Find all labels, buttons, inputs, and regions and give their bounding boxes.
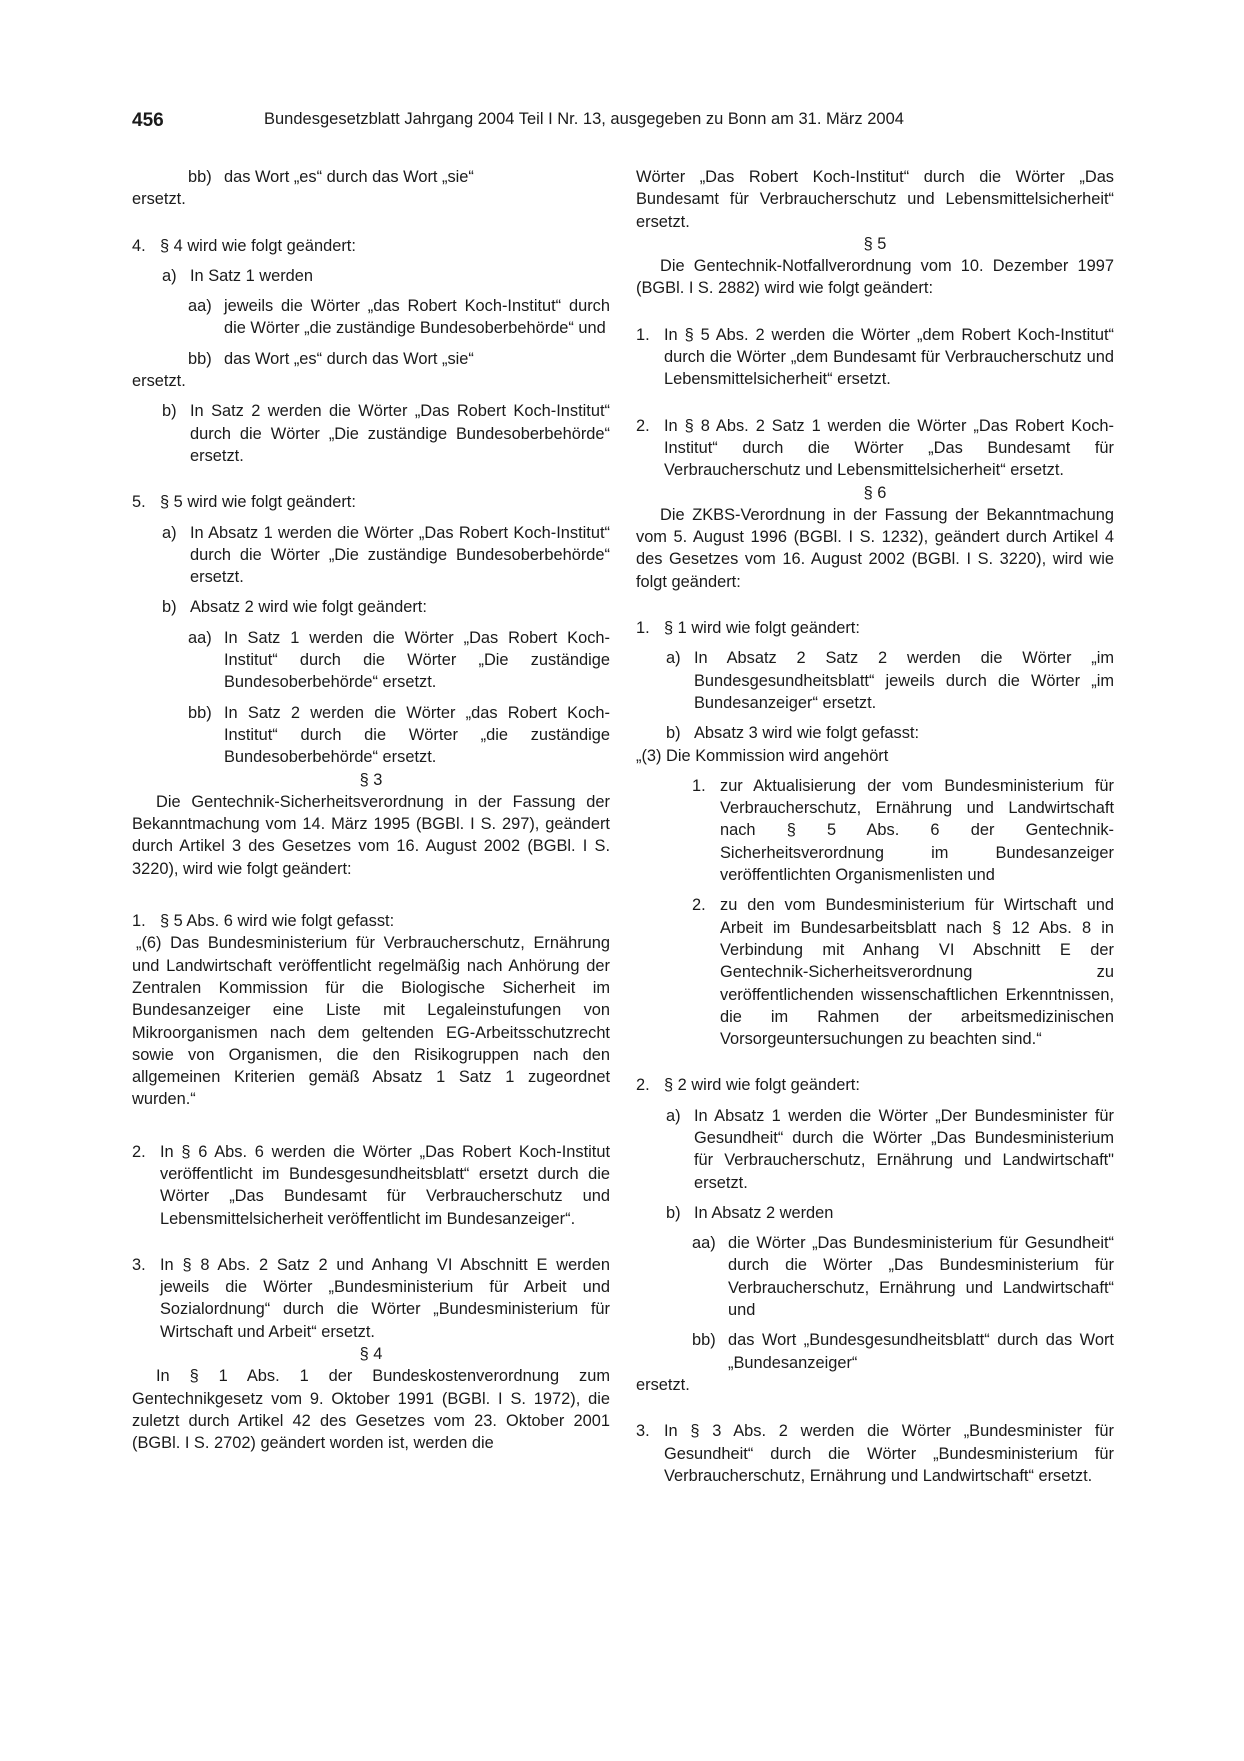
item-text: In Absatz 1 werden die Wörter „Der Bundesminister für Gesundheit“ durch die Wörter „Das Bundesministerium für Verbraucherschutz, Ernährung und Landwirtschaft" ersetzt. [694, 1106, 1114, 1192]
item-text: In § 3 Abs. 2 werden die Wörter „Bundesminister für Gesundheit“ durch die Wörter „Bundesministerium für Verbraucherschutz, Ernährung und Landwirtschaft“ ersetzt. [664, 1422, 1114, 1485]
quoted-text: „(6) Das Bundesministerium für Verbraucherschutz, Ernährung und Landwirtschaft veröffentlicht regelmäßig nach Anhörung der Zentralen Kommission für die Biologische Sicherheit im Bundesanzeiger eine Liste mit Legaleinstufungen von Mikroorganismen nach dem geltenden EG-Arbeitsschutzrecht sowie von Organismen, die den Risikogruppen nach den allgemeinen Kriterien gemäß Absatz 1 Satz 1 zugeordnet wurden.“ [132, 934, 610, 1109]
item-label: 2. [636, 416, 650, 435]
item-text: In § 6 Abs. 6 werden die Wörter „Das Robert Koch-Institut veröffentlicht im Bundesgesundheitsblatt“ ersetzt durch die Wörter „Das Bundesamt für Verbraucherschutz und Lebensmittelsicherheit veröffentlicht im Bundesanzeiger“. [160, 1142, 610, 1228]
section-heading: § 3 [359, 770, 383, 789]
section-heading: § 4 [359, 1345, 383, 1364]
list-item [188, 702, 610, 769]
list-item [666, 722, 1114, 744]
item-text: § 2 wird wie folgt geändert: [664, 1076, 860, 1095]
item-text: zur Aktualisierung der vom Bundesministerium für Verbraucherschutz, Ernährung und Landwirtschaft nach § 5 Abs. 6 der Gentechnik-Sicherheitsverordnung im Bundesanzeiger veröffentlichten Organismenlisten und [720, 776, 1114, 885]
item-label: 3. [132, 1255, 146, 1274]
list-item [132, 235, 610, 257]
item-text: das Wort „Bundesgesundheitsblatt“ durch das Wort „Bundesanzeiger“ [728, 1331, 1114, 1372]
list-item [162, 400, 610, 467]
item-text: In Absatz 2 werden [694, 1203, 834, 1222]
list-item [188, 166, 610, 188]
item-label: bb) [188, 168, 212, 186]
item-label: aa) [188, 297, 212, 316]
item-label: b) [162, 598, 177, 617]
list-item [692, 1232, 1114, 1321]
list-item [692, 1329, 1114, 1374]
item-label: aa) [692, 1234, 716, 1253]
section-intro: In § 1 Abs. 1 der Bundeskostenverordnung zum Gentechnikgesetz vom 9. Oktober 1991 (BGBl. I S. 1972), die zuletzt durch Artikel 42 des Gesetzes vom 23. Oktober 2001 (BGBl. I S. 2702) geändert worden ist, werden die [132, 1367, 610, 1453]
item-text: das Wort „es“ durch das Wort „sie“ [224, 168, 474, 186]
item-text: In § 8 Abs. 2 Satz 2 und Anhang VI Abschnitt E werden jeweils die Wörter „Bundesministerium für Arbeit und Sozialordnung“ durch die Wörter „Bundesministerium für Wirtschaft und Arbeit“ ersetzt. [160, 1255, 610, 1341]
item-text: In Satz 2 werden die Wörter „das Robert Koch-Institut“ durch die Wörter „die zuständige Bundesoberbehörde“ ersetzt. [224, 703, 610, 767]
list-item [162, 265, 610, 287]
list-item [666, 1202, 1114, 1224]
list-item [162, 596, 610, 618]
right-column [636, 166, 1114, 1487]
item-text: jeweils die Wörter „das Robert Koch-Institut“ durch die Wörter „die zuständige Bundesoberbehörde“ und [224, 297, 610, 338]
item-text: In § 5 Abs. 2 werden die Wörter „dem Robert Koch-Institut“ durch die Wörter „dem Bundesamt für Verbraucherschutz und Lebensmittelsicherheit“ ersetzt. [664, 325, 1114, 389]
item-label: 4. [132, 236, 146, 255]
list-item [666, 647, 1114, 714]
section-intro: Die Gentechnik-Sicherheitsverordnung in der Fassung der Bekanntmachung vom 14. März 1995 (BGBl. I S. 297), geändert durch Artikel 3 des Gesetzes vom 16. August 2002 (BGBl. I S. 3220), wird wie folgt geändert: [132, 792, 610, 878]
list-item [188, 295, 610, 340]
list-item [162, 522, 610, 589]
item-text: § 1 wird wie folgt geändert: [664, 619, 860, 638]
item-text: § 4 wird wie folgt geändert: [160, 236, 356, 255]
list-item [188, 627, 610, 694]
item-label: a) [162, 523, 177, 542]
header-title: Bundesgesetzblatt Jahrgang 2004 Teil I Nr. 13, ausgegeben zu Bonn am 31. März 2004 [264, 110, 904, 128]
page-header [132, 110, 1118, 136]
list-item [188, 348, 610, 370]
item-label: bb) [692, 1331, 716, 1350]
item-label: 2. [692, 896, 706, 915]
list-item [132, 1141, 610, 1230]
section-intro: Die Gentechnik-Notfallverordnung vom 10. Dezember 1997 (BGBl. I S. 2882) wird wie folgt geändert: [636, 257, 1114, 298]
item-text: In Absatz 1 werden die Wörter „Das Robert Koch-Institut“ durch die Wörter „Die zuständige Bundesoberbehörde“ ersetzt. [190, 523, 610, 587]
item-label: b) [162, 402, 177, 421]
section-heading: § 6 [863, 483, 887, 502]
list-item [636, 415, 1114, 482]
item-label: 1. [692, 776, 706, 795]
list-item [692, 775, 1114, 886]
item-text: die Wörter „Das Bundesministerium für Gesundheit“ durch die Wörter „Das Bundesministerium für Verbraucherschutz, Ernährung und Landwirtschaft“ und [728, 1234, 1114, 1320]
item-label: b) [666, 724, 681, 743]
ersetzt-text: ersetzt. [636, 1375, 690, 1394]
item-label: 5. [132, 493, 146, 512]
continued-text: Wörter „Das Robert Koch-Institut“ durch die Wörter „Das Bundesamt für Verbraucherschutz und Lebensmittelsicherheit“ ersetzt. [636, 168, 1114, 231]
item-label: 1. [636, 619, 650, 638]
item-text: In Absatz 2 Satz 2 werden die Wörter „im Bundesgesundheitsblatt“ jeweils durch die Wörter „im Bundesanzeiger“ ersetzt. [694, 649, 1114, 712]
item-label: bb) [188, 703, 212, 722]
quoted-text: „(3) Die Kommission wird angehört [636, 746, 889, 765]
list-item [636, 1420, 1114, 1487]
item-label: a) [162, 266, 177, 285]
list-item [132, 491, 610, 513]
left-column [132, 166, 610, 1455]
page-number: 456 [132, 110, 164, 131]
item-label: 1. [636, 325, 650, 344]
item-text: zu den vom Bundesministerium für Wirtschaft und Arbeit im Bundesarbeitsblatt nach § 12 Abs. 8 in Verbindung mit Anhang VI Abschnitt E der Gentechnik-Sicherheitsverordnung zu veröffentlichenden wissenschaftlichen Erkenntnissen, die im Rahmen der arbeitsmedizinischen Vorsorgeuntersuchungen zu beachten sind.“ [720, 896, 1114, 1049]
item-text: Absatz 2 wird wie folgt geändert: [190, 598, 427, 617]
list-item [666, 1105, 1114, 1194]
item-label: aa) [188, 628, 212, 647]
item-text: das Wort „es“ durch das Wort „sie“ [224, 349, 474, 368]
section-intro: Die ZKBS-Verordnung in der Fassung der Bekanntmachung vom 5. August 1996 (BGBl. I S. 1232), geändert durch Artikel 4 des Gesetzes vom 16. August 2002 (BGBl. I S. 3220), wird wie folgt geändert: [636, 505, 1114, 591]
item-text: Absatz 3 wird wie folgt gefasst: [694, 724, 920, 743]
list-item [132, 910, 610, 932]
item-label: a) [666, 1106, 681, 1125]
list-item [636, 617, 1114, 639]
item-label: 2. [636, 1076, 650, 1095]
ersetzt-text: ersetzt. [132, 372, 186, 391]
item-text: In Satz 1 werden die Wörter „Das Robert Koch-Institut“ durch die Wörter „Die zuständige Bundesoberbehörde“ ersetzt. [224, 628, 610, 692]
item-label: bb) [188, 349, 212, 368]
ersetzt-text: ersetzt. [132, 190, 186, 209]
item-label: 3. [636, 1422, 650, 1441]
section-heading: § 5 [863, 234, 887, 253]
list-item [636, 1074, 1114, 1096]
item-text: In Satz 2 werden die Wörter „Das Robert Koch-Institut“ durch die Wörter „Die zuständige Bundesoberbehörde“ ersetzt. [190, 402, 610, 465]
list-item [132, 1254, 610, 1343]
item-text: § 5 Abs. 6 wird wie folgt gefasst: [160, 912, 395, 931]
item-label: b) [666, 1203, 681, 1222]
item-label: 1. [132, 912, 146, 931]
list-item [636, 324, 1114, 391]
item-label: a) [666, 649, 681, 668]
item-text: In § 8 Abs. 2 Satz 1 werden die Wörter „Das Robert Koch-Institut“ durch die Wörter „Das Bundesamt für Verbraucherschutz und Lebensmittelsicherheit“ ersetzt. [664, 416, 1114, 480]
item-label: 2. [132, 1142, 146, 1161]
list-item [692, 894, 1114, 1050]
item-text: In Satz 1 werden [190, 266, 314, 285]
item-text: § 5 wird wie folgt geändert: [160, 493, 356, 512]
